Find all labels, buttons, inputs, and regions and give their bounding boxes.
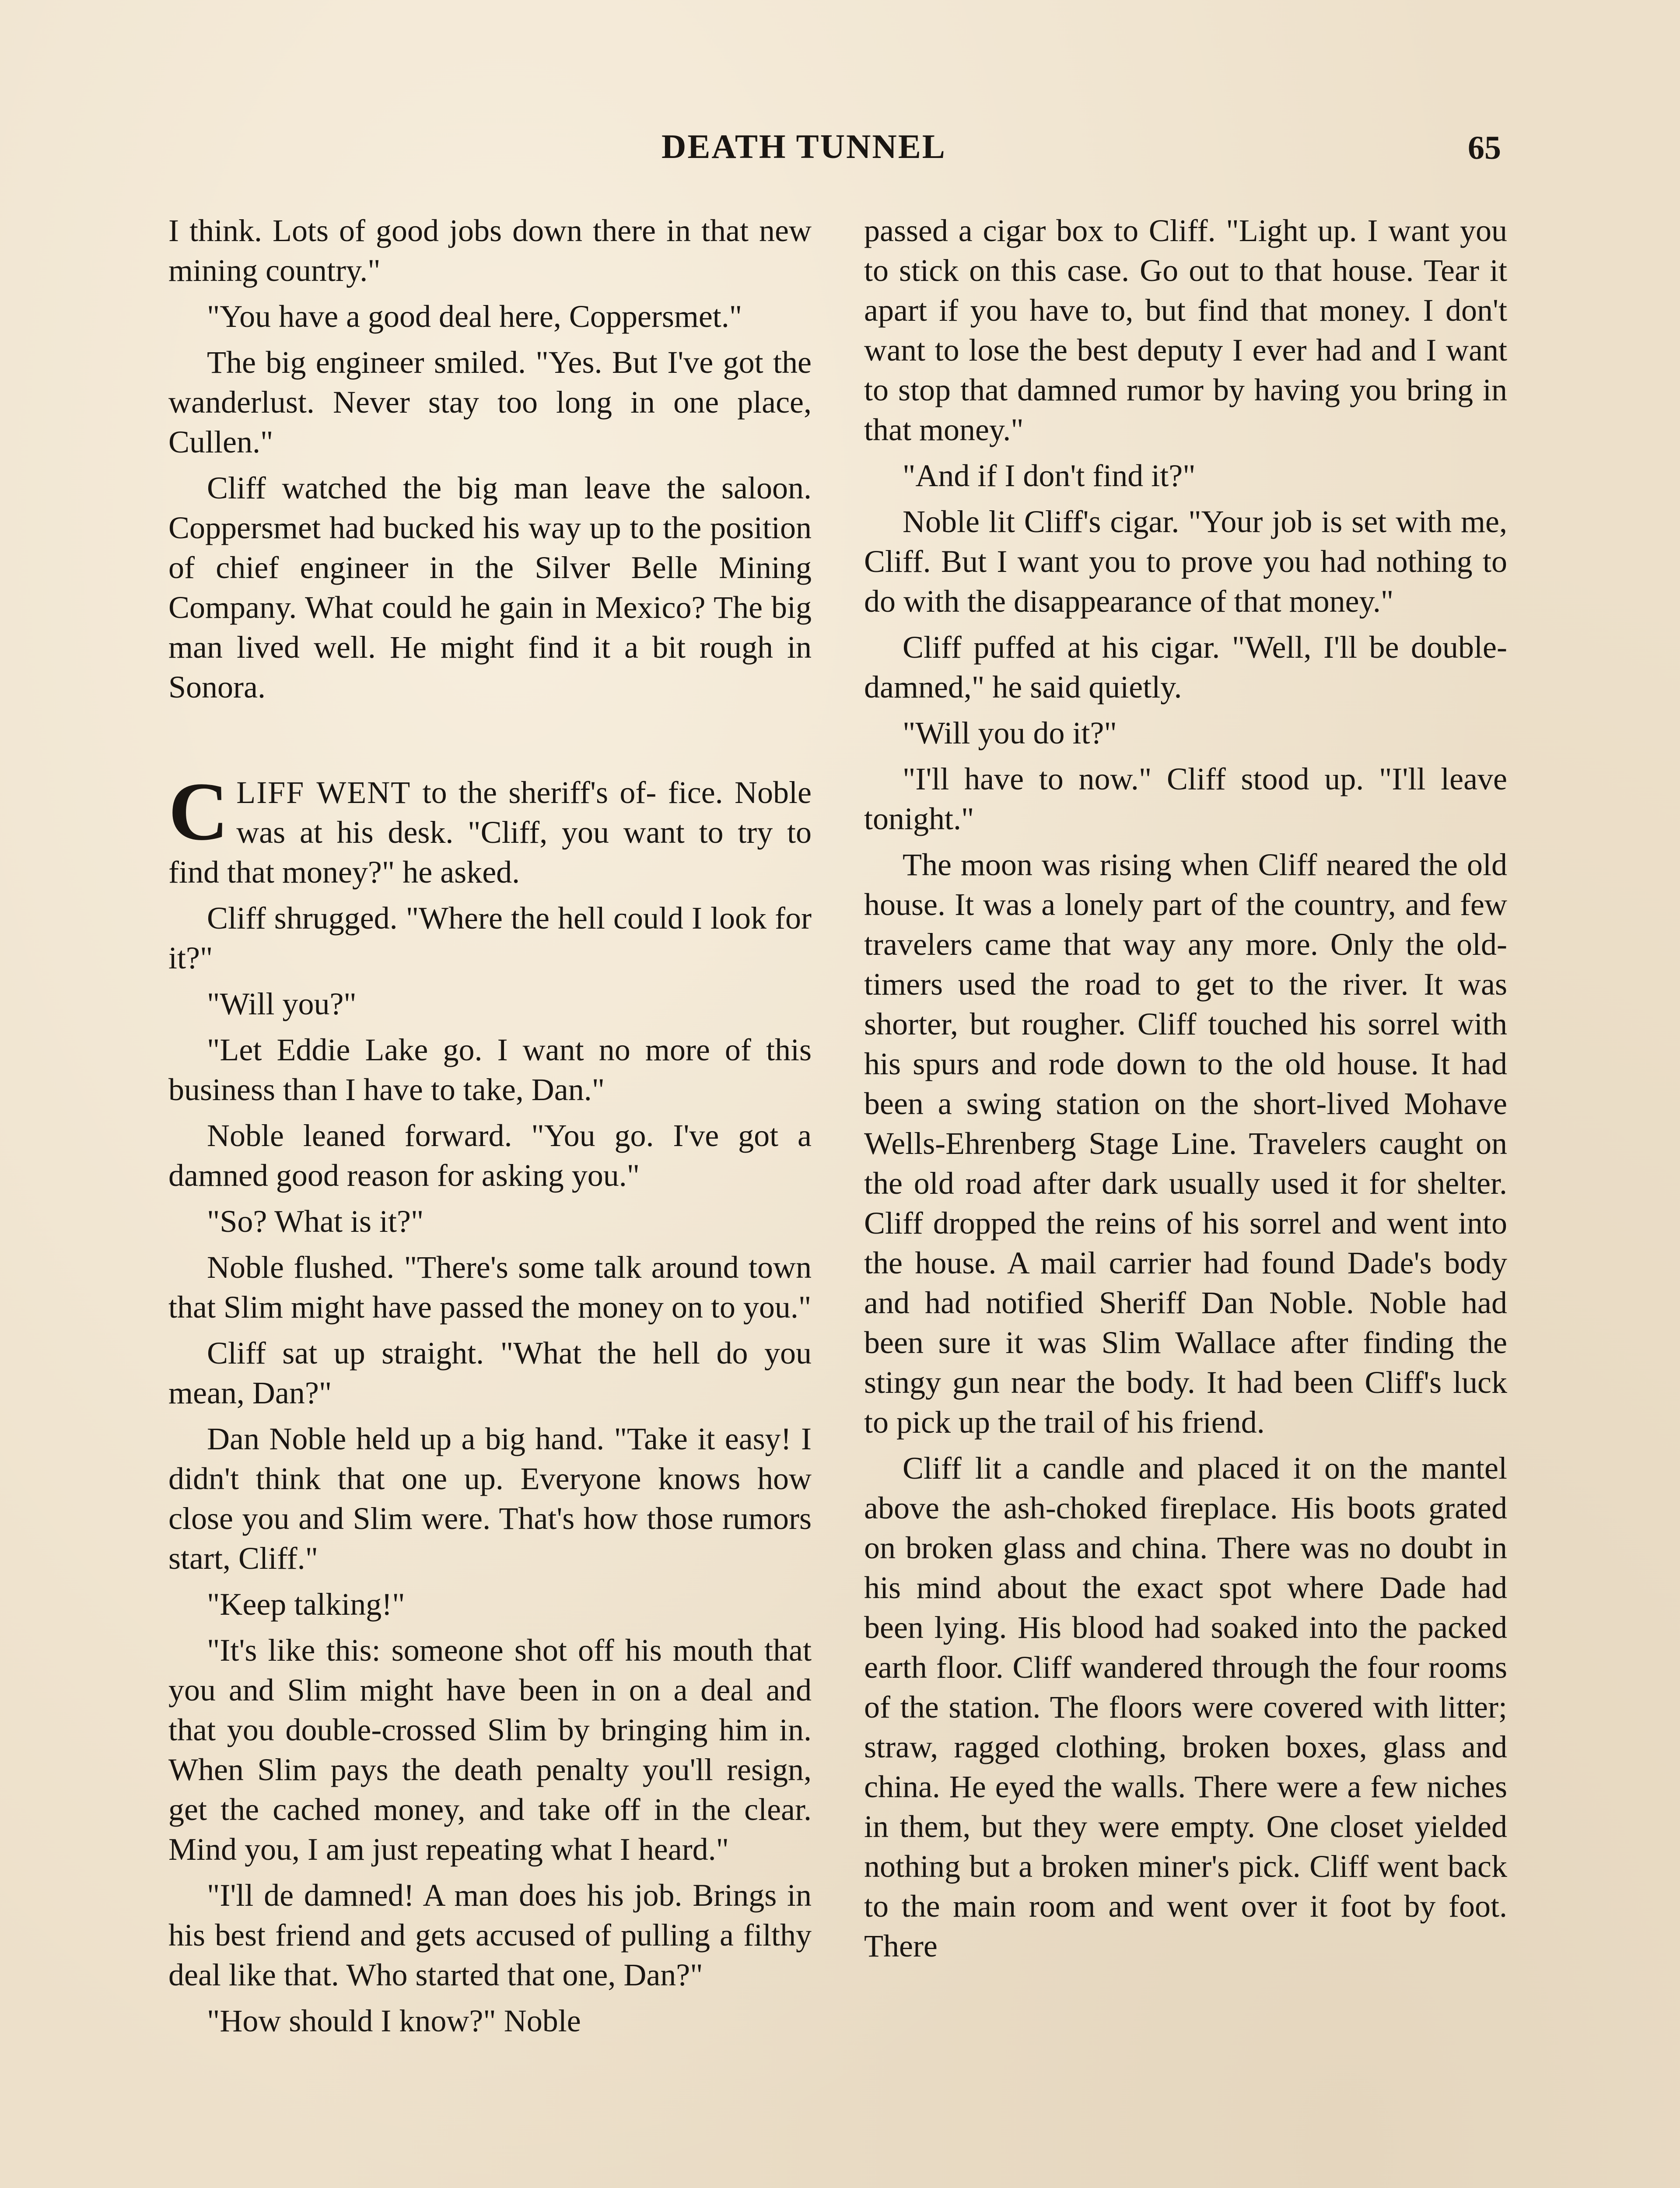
paragraph: "Keep talking!" bbox=[207, 1587, 405, 1622]
paragraph: "And if I don't find it?" bbox=[903, 458, 1196, 493]
paragraph: "I'll de damned! A man does his job. Brings in his best friend and gets accused of pulling a filthy deal like that. Who started that one, Dan?" bbox=[168, 1878, 812, 1992]
drop-cap: C bbox=[168, 766, 229, 858]
paragraph: I think. Lots of good jobs down there in that new mining country." bbox=[168, 213, 812, 288]
paragraph: passed a cigar box to Cliff. "Light up. I want you to stick on this case. Go out to that house. Tear it apart if you have to, but find that money. I don't want to lose the best deputy I ever had and I want to stop that damned rumor by having you bring in that money." bbox=[864, 213, 1507, 447]
paragraph: Noble lit Cliff's cigar. "Your job is set with me, Cliff. But I want you to prove you had nothing to do with the disappearance of that money." bbox=[864, 504, 1507, 619]
paragraph: "You have a good deal here, Coppersmet." bbox=[207, 299, 742, 334]
paragraph: Cliff shrugged. "Where the hell could I look for it?" bbox=[168, 901, 812, 975]
section-opening-smallcaps: LIFF WENT bbox=[236, 775, 411, 810]
paragraph: Cliff lit a candle and placed it on the mantel above the ash-choked fireplace. His boots grated on broken glass and china. There was no doubt in his mind about the exact spot where Dade had been lying. His blood had soaked into the packed earth floor. Cliff wandered through the four rooms of the station. The floors were covered with litter; straw, ragged clothing, broken boxes, glass and china. He eyed the walls. There were a few niches in them, but they were empty. One closet yielded nothing but a broken miner's pick. Cliff went back to the main room and went over it foot by foot. There bbox=[864, 1451, 1507, 1964]
paragraph: Dan Noble held up a big hand. "Take it easy! I didn't think that one up. Everyone knows how close you and Slim were. That's how those rumors start, Cliff." bbox=[168, 1421, 812, 1576]
paragraph: "Will you?" bbox=[207, 986, 357, 1021]
paragraph: Cliff watched the big man leave the saloon. Coppersmet had bucked his way up to the position of chief engineer in the Silver Belle Mining Company. What could he gain in Mexico? The big man lived well. He might find it a bit rough in Sonora. bbox=[168, 470, 812, 705]
section-opening-continuation: fice. Noble was at his desk. "Cliff, you want to try to find that money?" he asked. bbox=[168, 775, 812, 890]
right-column bbox=[864, 211, 1507, 1972]
paragraph: The moon was rising when Cliff neared the old house. It was a lonely part of the country, and few travelers came that way any more. Only the old-timers used the road to get to the river. It was shorter, but rougher. Cliff touched his sorrel with his spurs and rode down to the old house. It had been a swing station on the short-lived Mohave Wells-Ehrenberg Stage Line. Travelers caught on the old road after dark usually used it for shelter. Cliff dropped the reins of his sorrel and went into the house. A mail carrier had found Dade's body and had notified Sheriff Dan Noble. Noble had been sure it was Slim Wallace after finding the stingy gun near the body. It had been Cliff's luck to pick up the trail of his friend. bbox=[864, 847, 1507, 1440]
running-head-title: DEATH TUNNEL bbox=[662, 127, 946, 165]
section-opening-text: to the sheriff's of- bbox=[411, 775, 657, 810]
paragraph: "Let Eddie Lake go. I want no more of this business than I have to take, Dan." bbox=[168, 1032, 812, 1107]
page-number: 65 bbox=[1468, 130, 1501, 166]
paragraph: The big engineer smiled. "Yes. But I've got the wanderlust. Never stay too long in one place, Cullen." bbox=[168, 345, 812, 459]
paragraph: Noble flushed. "There's some talk around town that Slim might have passed the money on to you." bbox=[168, 1250, 812, 1325]
section-opening-paragraph bbox=[168, 766, 812, 892]
paragraph: Cliff puffed at his cigar. "Well, I'll be double-damned," he said quietly. bbox=[864, 630, 1507, 705]
paragraph: "So? What is it?" bbox=[207, 1204, 424, 1239]
left-column bbox=[168, 211, 812, 2047]
paragraph: "Will you do it?" bbox=[903, 715, 1117, 750]
paragraph: Cliff sat up straight. "What the hell do you mean, Dan?" bbox=[168, 1336, 812, 1410]
paragraph: Noble leaned forward. "You go. I've got a damned good reason for asking you." bbox=[168, 1118, 812, 1193]
paragraph: "I'll have to now." Cliff stood up. "I'll leave tonight." bbox=[864, 761, 1507, 836]
paragraph: "How should I know?" Noble bbox=[207, 2003, 581, 2038]
paragraph: "It's like this: someone shot off his mouth that you and Slim might have been in on a deal and that you double-crossed Slim by bringing him in. When Slim pays the death penalty you'll resign, get the cached money, and take off in the clear. Mind you, I am just repeating what I heard." bbox=[168, 1633, 812, 1867]
